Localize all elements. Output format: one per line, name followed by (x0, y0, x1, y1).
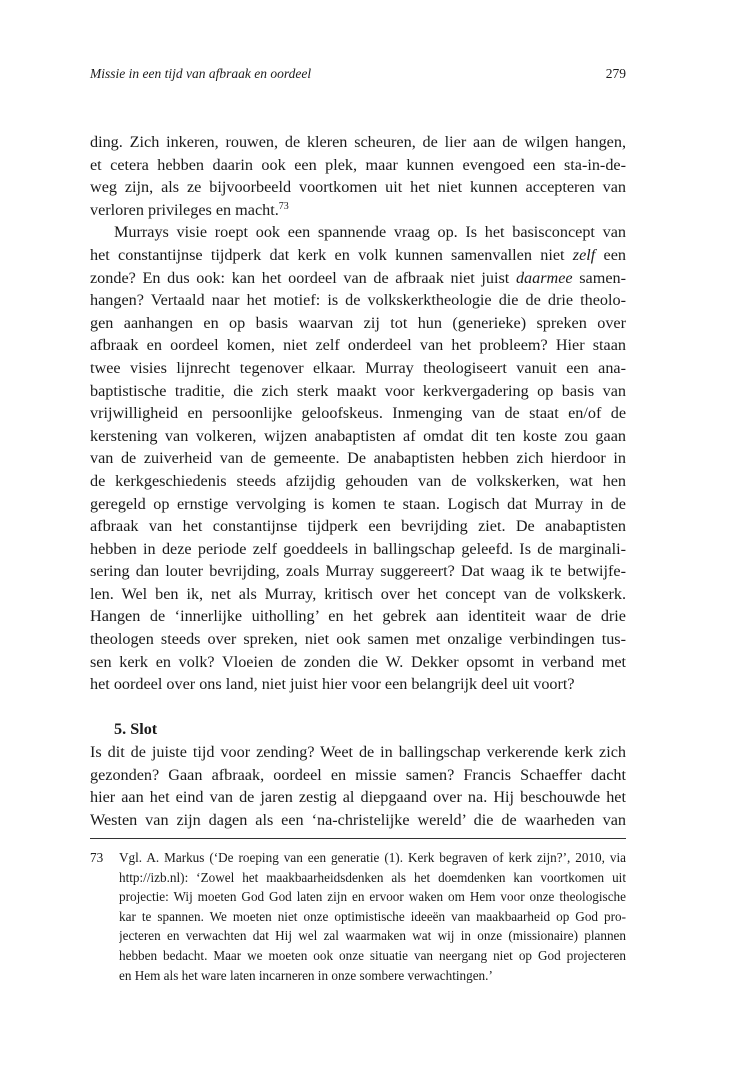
text-line: afbraak en oordeel komen, niet zelf onderdeel van het probleem? Hier staan (90, 336, 626, 355)
section-heading: 5. Slot (114, 720, 158, 739)
text-line: geregeld op ernstige vervolging is komen te staan. Logisch dat Murray in de (90, 494, 626, 513)
paragraph-3 (90, 741, 626, 831)
text-line: gezonden? Gaan afbraak, oordeel en missie samen? Francis Schaeffer dacht (90, 765, 626, 784)
text-line-content: verloren privileges en macht. (90, 200, 279, 219)
text-line: gen aanhangen en op basis waarvan zij tot hun (generieke) spreken over (90, 313, 626, 332)
footnote-line: hebben bedacht. Maar we moeten ook onze situatie van neergang niet op God projecteren (119, 947, 626, 963)
text-line: afbraak van het constantijnse tijdperk een bevrijding ziet. De anabaptisten (90, 517, 626, 536)
footnote-line: en Hem als het ware laten incarneren in onze sombere verwachtingen.’ (119, 967, 493, 983)
footnote-line: http://izb.nl): ‘Zowel het maakbaarheidsdenken als het doemdenken kan voortkomen uit (119, 869, 626, 885)
paragraph-gap (90, 696, 626, 719)
text-line: len. Wel ben ik, net als Murray, kritisch over het concept van de volkskerk. (90, 584, 626, 603)
text-line: kerstening van volkeren, wijzen anabaptisten af omdat dit ten koste zou gaan (90, 426, 626, 445)
text-line (90, 199, 626, 222)
text-line: vrijwilligheid en persoonlijke geloofskeus. Inmenging van de staat en/of de (90, 404, 626, 423)
text-line: sering dan louter bevrijding, zoals Murray suggereert? Dat waag ik te betwijfe- (90, 562, 626, 581)
running-head-title: Missie in een tijd van afbraak en oordeel (90, 66, 312, 81)
text-line: hebben in deze periode zelf goeddeels in ballingschap geleefd. Is de marginali- (90, 539, 626, 558)
page-number: 279 (605, 66, 626, 81)
paragraph-1 (90, 131, 626, 221)
text-segment: een (595, 245, 626, 264)
text-line: het oordeel over ons land, niet juist hier voor een belangrijk deel uit voort? (90, 675, 575, 694)
body-text (90, 131, 626, 831)
text-line: weg zijn, als ze bijvoorbeeld voortkomen uit het niet kunnen accepteren van (90, 178, 626, 197)
emphasis-daarmee: daarmee (515, 268, 573, 287)
text-line: hier aan het eind van de jaren zestig al diepgaand over na. Hij beschouwde het (90, 788, 626, 807)
text-line: et cetera hebben daarin ook een plek, maar kunnen evengoed een sta-in-de- (90, 155, 626, 174)
text-segment: samen- (572, 268, 626, 287)
footnote-number: 73 (90, 850, 104, 865)
text-line: ding. Zich inkeren, rouwen, de kleren scheuren, de lier aan de wilgen hangen, (90, 133, 626, 151)
footnote-line: projectie: Wij moeten God God laten zijn en ervoor waken om Hem voor onze theologische (119, 889, 626, 905)
text-segment: zonde? En dus ook: kan het oordeel van de afbraak niet juist (90, 268, 516, 287)
footnote-line: kar te spannen. We moeten niet onze optimistische ideeën van maakbaarheid op God pro- (119, 908, 626, 924)
footnote-rule (90, 838, 626, 839)
text-line: Hangen de ‘innerlijke uitholling’ en het gebrek aan identiteit waar de drie (90, 607, 626, 626)
paragraph-2 (90, 221, 626, 695)
running-head (90, 64, 626, 84)
text-line (90, 244, 626, 267)
book-page (90, 0, 626, 1068)
text-line (90, 267, 626, 290)
text-line: twee visies lijnrecht tegenover elkaar. Murray theologiseert vanuit een ana- (90, 358, 626, 377)
text-line: baptistische traditie, die zich sterk maakt voor kerkvergadering op basis van (90, 381, 626, 400)
text-line: theologen steeds over spreken, niet ook samen met onzalige verbindingen tus- (90, 630, 626, 649)
text-line: hangen? Vertaald naar het motief: is de volkskerktheologie die de drie theolo- (90, 291, 626, 310)
text-line: van de zuiverheid van de gemeente. De anabaptisten hebben zich hierdoor in (90, 449, 626, 468)
text-line: de kerkgeschiedenis steeds afzijdig gehouden van de volkskerken, wat hen (90, 471, 626, 490)
footnote-body (119, 848, 626, 985)
text-line: sen kerk en volk? Vloeien de zonden die W. Dekker opsomt in verband met (90, 652, 626, 671)
footnote-line: jecteren en verwachten dat Hij wel zal waarmaken wat wij in onze (missionaire) plannen (119, 928, 626, 944)
text-segment: het constantijnse tijdperk dat kerk en volk kunnen samenvallen niet (90, 245, 573, 264)
text-line: Westen van zijn dagen als een ‘na-christelijke wereld’ die de waarheden van (90, 810, 626, 829)
emphasis-zelf: zelf (572, 245, 596, 264)
text-line: Murrays visie roept ook een spannende vraag op. Is het basisconcept van (114, 223, 626, 242)
text-line: Is dit de juiste tijd voor zending? Weet de in ballingschap verkerende kerk zich (90, 743, 626, 762)
footnote-line: Vgl. A. Markus (‘De roeping van een generatie (1). Kerk begraven of kerk zijn?’, 2010, via (119, 850, 626, 865)
footnote-reference[interactable]: 73 (278, 200, 289, 212)
